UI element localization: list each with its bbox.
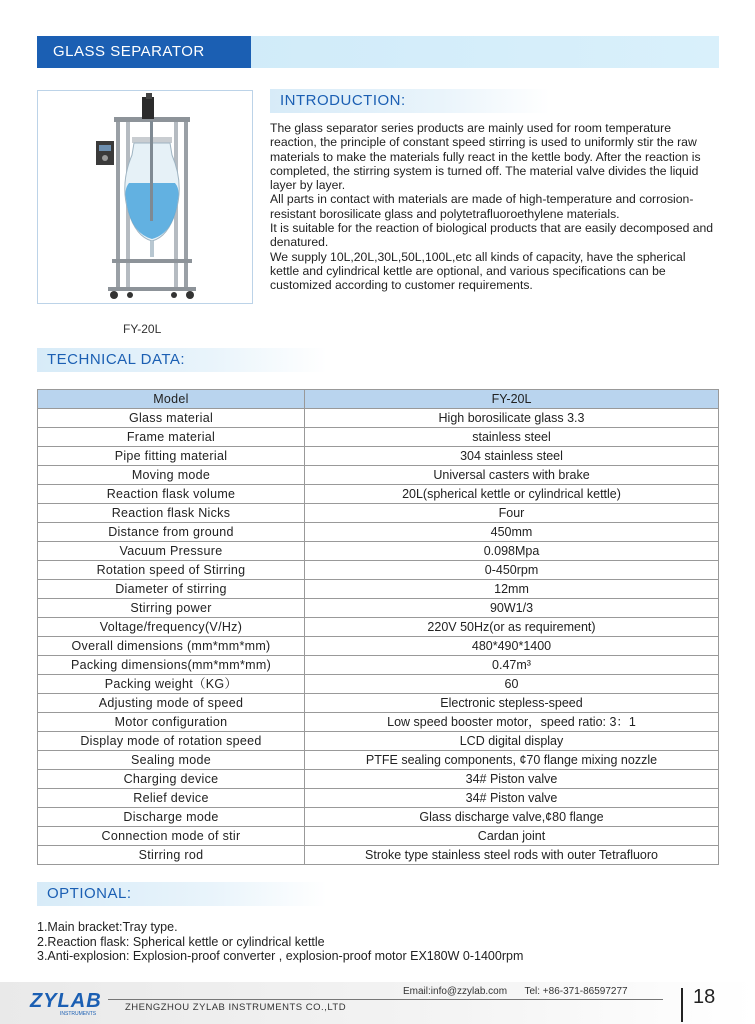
table-cell-value: PTFE sealing components, ¢70 flange mixing nozzle: [305, 751, 719, 770]
table-row: [38, 504, 719, 523]
company-name: ZHENGZHOU ZYLAB INSTRUMENTS CO.,LTD: [125, 1002, 347, 1013]
page-number: 18: [693, 986, 716, 1008]
optional-heading-text: OPTIONAL:: [47, 885, 132, 902]
table-row: [38, 770, 719, 789]
introduction-heading: [270, 89, 550, 113]
company-logo-subtext: INSTRUMENTS: [60, 1011, 97, 1017]
table-row: [38, 713, 719, 732]
footer: [0, 982, 755, 1024]
intro-paragraph: It is suitable for the reaction of biological products that are easily decomposed and denatured.: [270, 221, 714, 250]
table-cell-key: Rotation speed of Stirring: [38, 561, 305, 580]
table-cell-value: High borosilicate glass 3.3: [305, 409, 719, 428]
table-cell-value: Universal casters with brake: [305, 466, 719, 485]
table-row: [38, 428, 719, 447]
table-cell-key: Distance from ground: [38, 523, 305, 542]
table-cell-key: Reaction flask Nicks: [38, 504, 305, 523]
table-row: [38, 846, 719, 865]
table-header-row: [38, 390, 719, 409]
table-cell-value: Four: [305, 504, 719, 523]
table-cell-value: 0.098Mpa: [305, 542, 719, 561]
phone-text: Tel: +86-371-86597277: [524, 986, 628, 997]
intro-paragraph: We supply 10L,20L,30L,50L,100L,etc all kinds of capacity, have the spherical kettle and cylindrical kettle are optional, and various specifications can be customized according to customer requirements.: [270, 249, 686, 293]
table-cell-key: Relief device: [38, 789, 305, 808]
table-row: [38, 656, 719, 675]
introduction-heading-text: INTRODUCTION:: [280, 92, 406, 109]
table-cell-value: Low speed booster motor，speed ratio: 3：1: [305, 713, 719, 732]
table-row: [38, 808, 719, 827]
list-item: 2.Reaction flask: Spherical kettle or cylindrical kettle: [37, 934, 325, 949]
table-cell-value: 0-450rpm: [305, 561, 719, 580]
table-cell-value: 480*490*1400: [305, 637, 719, 656]
optional-list: [37, 920, 523, 964]
table-row: [38, 694, 719, 713]
table-cell-key: Glass material: [38, 409, 305, 428]
glass-separator-illustration: [38, 91, 252, 303]
table-cell-key: Motor configuration: [38, 713, 305, 732]
table-cell-value: 220V 50Hz(or as requirement): [305, 618, 719, 637]
introduction-text: [270, 121, 715, 293]
table-cell-value: 60: [305, 675, 719, 694]
table-row: [38, 580, 719, 599]
technical-data-heading-text: TECHNICAL DATA:: [47, 351, 186, 368]
table-cell-value: 304 stainless steel: [305, 447, 719, 466]
table-cell-key: Discharge mode: [38, 808, 305, 827]
contact-info: [403, 986, 628, 997]
table-row: [38, 523, 719, 542]
title-bar: [37, 36, 719, 68]
table-row: [38, 751, 719, 770]
table-cell-key: Packing weight（KG）: [38, 675, 305, 694]
product-image: [37, 90, 253, 304]
table-row: [38, 637, 719, 656]
table-cell-key: Packing dimensions(mm*mm*mm): [38, 656, 305, 675]
table-cell-key: Overall dimensions (mm*mm*mm): [38, 637, 305, 656]
table-cell-value: 12mm: [305, 580, 719, 599]
table-row: [38, 599, 719, 618]
list-item: 1.Main bracket:Tray type.: [37, 920, 178, 934]
table-row: [38, 789, 719, 808]
table-cell-key: Reaction flask volume: [38, 485, 305, 504]
table-cell-key: Model: [38, 390, 305, 409]
table-cell-value: Cardan joint: [305, 827, 719, 846]
table-cell-value: Electronic stepless-speed: [305, 694, 719, 713]
table-cell-value: 90W1/3: [305, 599, 719, 618]
table-row: [38, 561, 719, 580]
table-cell-key: Moving mode: [38, 466, 305, 485]
table-cell-value: Glass discharge valve,¢80 flange: [305, 808, 719, 827]
table-cell-value: 34# Piston valve: [305, 770, 719, 789]
intro-paragraph: All parts in contact with materials are made of high-temperature and corrosion-resistant borosilicate glass and polytetrafluoroethylene materials.: [270, 192, 694, 221]
table-cell-key: Charging device: [38, 770, 305, 789]
table-cell-key: Vacuum Pressure: [38, 542, 305, 561]
title-block: [37, 36, 251, 68]
table-row: [38, 447, 719, 466]
table-cell-value: Stroke type stainless steel rods with outer Tetrafluoro: [305, 846, 719, 865]
table-cell-value: 450mm: [305, 523, 719, 542]
table-cell-key: Sealing mode: [38, 751, 305, 770]
table-row: [38, 542, 719, 561]
table-row: [38, 409, 719, 428]
table-cell-key: Pipe fitting material: [38, 447, 305, 466]
page-title: GLASS SEPARATOR: [53, 43, 205, 60]
table-row: [38, 485, 719, 504]
table-cell-key: Stirring rod: [38, 846, 305, 865]
technical-data-table: [37, 389, 719, 865]
footer-divider: [108, 999, 663, 1000]
table-cell-key: Diameter of stirring: [38, 580, 305, 599]
product-caption: FY-20L: [123, 322, 162, 336]
company-logo: ZYLAB: [30, 990, 102, 1012]
table-row: [38, 675, 719, 694]
table-row: [38, 732, 719, 751]
optional-heading: [37, 882, 327, 906]
table-cell-key: Stirring power: [38, 599, 305, 618]
table-cell-value: 0.47m³: [305, 656, 719, 675]
table-cell-value: LCD digital display: [305, 732, 719, 751]
table-row: [38, 466, 719, 485]
table-row: [38, 827, 719, 846]
table-cell-value: FY-20L: [305, 390, 719, 409]
email-text: Email:info@zzylab.com: [403, 986, 508, 997]
intro-paragraph: The glass separator series products are mainly used for room temperature reaction, the principle of constant speed stirring is used to uniformly stir the raw materials to make the materials fully react in the kettle body. After the reaction is completed, the stirring system is turned off. The material valve divides the liquid layer by layer.: [270, 121, 701, 193]
table-cell-key: Connection mode of stir: [38, 827, 305, 846]
table-cell-key: Display mode of rotation speed: [38, 732, 305, 751]
table-row: [38, 618, 719, 637]
list-item: 3.Anti-explosion: Explosion-proof converter , explosion-proof motor EX180W 0-1400rpm: [37, 949, 524, 963]
table-cell-key: Voltage/frequency(V/Hz): [38, 618, 305, 637]
table-cell-key: Frame material: [38, 428, 305, 447]
table-cell-value: stainless steel: [305, 428, 719, 447]
table-cell-value: 34# Piston valve: [305, 789, 719, 808]
technical-data-heading: [37, 348, 327, 372]
table-cell-value: 20L(spherical kettle or cylindrical kettle): [305, 485, 719, 504]
table-cell-key: Adjusting mode of speed: [38, 694, 305, 713]
page-number-divider: [681, 988, 683, 1022]
